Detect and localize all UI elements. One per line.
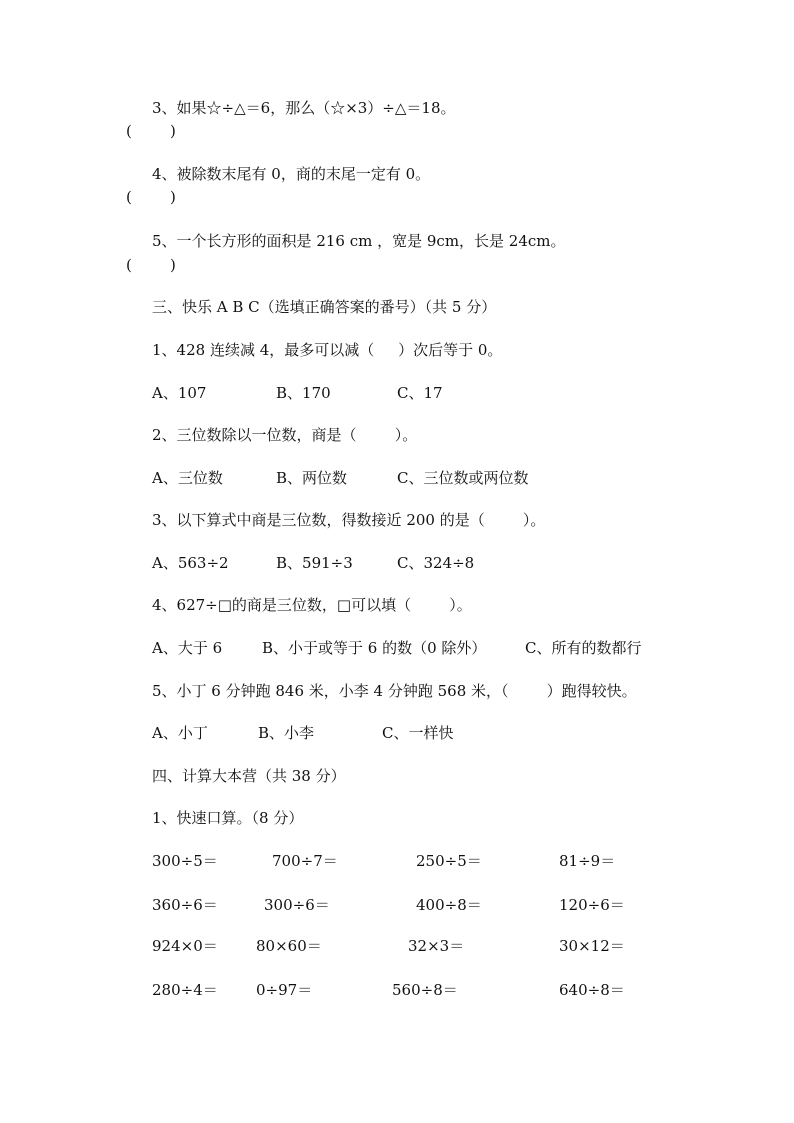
calc-item: 81÷9＝ (559, 852, 616, 870)
s3-q3-option-a[interactable]: A、563÷2 (152, 554, 229, 572)
s3-q4-option-c[interactable]: C、所有的数都行 (525, 639, 642, 657)
s3-q2-option-c[interactable]: C、三位数或两位数 (397, 469, 529, 487)
calc-item: 700÷7＝ (272, 852, 338, 870)
section4-title: 四、计算大本营（共 38 分） (152, 767, 346, 785)
s3-q2-option-b[interactable]: B、两位数 (276, 469, 348, 487)
s3-q3-stem: 3、以下算式中商是三位数，得数接近 200 的是（ ）。 (152, 511, 546, 529)
calc-item: 400÷8＝ (416, 896, 482, 914)
calc-item: 80×60＝ (256, 937, 322, 955)
calc-item: 300÷5＝ (152, 852, 218, 870)
judge-q4-answer-paren[interactable]: ( ) (126, 188, 176, 206)
calc-item: 32×3＝ (408, 937, 465, 955)
s3-q3-option-b[interactable]: B、591÷3 (276, 554, 353, 572)
judge-q5-answer-paren[interactable]: ( ) (126, 256, 176, 274)
s3-q4-stem: 4、627÷□的商是三位数，□可以填（ ）。 (152, 596, 472, 614)
judge-q3: 3、如果☆÷△＝6，那么（☆×3）÷△＝18。 (152, 99, 456, 117)
calc-item: 300÷6＝ (264, 896, 330, 914)
s3-q3-option-c[interactable]: C、324÷8 (397, 554, 475, 572)
s3-q1-option-c[interactable]: C、17 (397, 384, 443, 402)
section3-title: 三、快乐 A B C（选填正确答案的番号）（共 5 分） (152, 298, 497, 316)
s3-q1-option-a[interactable]: A、107 (152, 384, 207, 402)
s3-q4-option-a[interactable]: A、大于 6 (152, 639, 223, 657)
calc-item: 250÷5＝ (416, 852, 482, 870)
s3-q4-option-b[interactable]: B、小于或等于 6 的数（0 除外） (262, 639, 487, 657)
calc-item: 640÷8＝ (559, 981, 625, 999)
calc-item: 0÷97＝ (256, 981, 313, 999)
s3-q5-option-c[interactable]: C、一样快 (382, 724, 454, 742)
section4-sub1: 1、快速口算。（8 分） (152, 809, 304, 827)
calc-item: 560÷8＝ (392, 981, 458, 999)
calc-item: 280÷4＝ (152, 981, 218, 999)
s3-q1-stem: 1、428 连续减 4，最多可以减（ ）次后等于 0。 (152, 341, 503, 359)
s3-q5-option-b[interactable]: B、小李 (258, 724, 315, 742)
s3-q2-option-a[interactable]: A、三位数 (152, 469, 223, 487)
s3-q2-stem: 2、三位数除以一位数，商是（ ）。 (152, 426, 418, 444)
judge-q3-answer-paren[interactable]: ( ) (126, 122, 176, 140)
s3-q5-option-a[interactable]: A、小丁 (152, 724, 208, 742)
s3-q5-stem: 5、小丁 6 分钟跑 846 米，小李 4 分钟跑 568 米，（ ）跑得较快。 (152, 682, 637, 700)
calc-item: 120÷6＝ (559, 896, 625, 914)
s3-q1-option-b[interactable]: B、170 (276, 384, 331, 402)
judge-q5: 5、一个长方形的面积是 216 cm ，宽是 9cm，长是 24cm。 (152, 232, 566, 250)
judge-q4: 4、被除数末尾有 0，商的末尾一定有 0。 (152, 165, 431, 183)
calc-item: 360÷6＝ (152, 896, 218, 914)
calc-item: 30×12＝ (559, 937, 625, 955)
calc-item: 924×0＝ (152, 937, 218, 955)
